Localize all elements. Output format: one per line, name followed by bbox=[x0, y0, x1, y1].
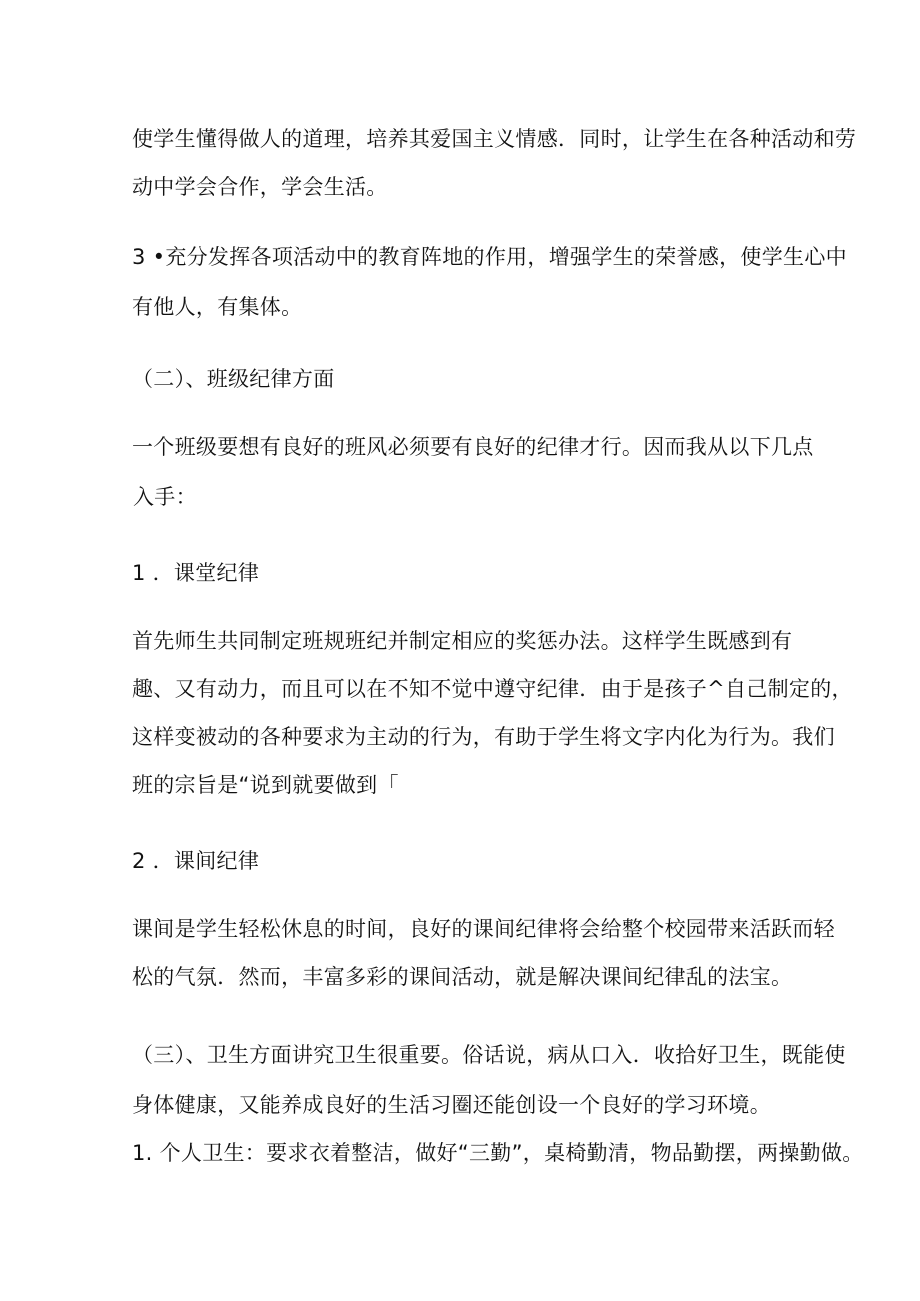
section-heading-discipline: （二）、班级纪律方面 bbox=[132, 367, 335, 391]
paragraph-line: 一个班级要想有良好的班风必须要有良好的纪律才行。因而我从以下几点 bbox=[132, 435, 814, 459]
paragraph-line: 松的气氛．然而，丰富多彩的课间活动，就是解决课间纪律乱的法宝。 bbox=[132, 965, 793, 989]
paragraph-line: 动中学会合作，学会生活。 bbox=[132, 175, 388, 199]
section-heading-hygiene: （三）、卫生方面讲究卫生很重要。俗话说，病从口入．收拾好卫生，既能使 bbox=[132, 1043, 846, 1067]
paragraph-line: 趣、又有动力，而且可以在不知不觉中遵守纪律．由于是孩子^自己制定的， bbox=[132, 677, 853, 701]
paragraph-line: 入手： bbox=[133, 485, 197, 509]
paragraph-line: 有他人，有集体。 bbox=[132, 295, 303, 319]
list-item-personal-hygiene: 1. 个人卫生：要求衣着整洁，做好“三勤”，桌椅勤清，物品勤摆，两操勤做。 bbox=[132, 1141, 864, 1165]
paragraph-line: 使学生懂得做人的道理，培养其爱国主义情感．同时，让学生在各种活动和劳 bbox=[132, 127, 857, 151]
paragraph-line: 身体健康，又能养成良好的生活习圈还能创设一个良好的学习环境。 bbox=[132, 1093, 771, 1117]
list-item-3-line: 3 •充分发挥各项活动中的教育阵地的作用，增强学生的荣誉感，使学生心中 bbox=[132, 245, 847, 269]
paragraph-line: 这样变被动的各种要求为主动的行为，有助于学生将文字内化为行为。我们 bbox=[132, 725, 835, 749]
paragraph-line: 课间是学生轻松休息的时间，良好的课间纪律将会给整个校园带来活跃而轻 bbox=[132, 917, 835, 941]
subheading-class-discipline: 1 ．课堂纪律 bbox=[132, 561, 260, 585]
paragraph-line: 首先师生共同制定班规班纪并制定相应的奖惩办法。这样学生既感到有 bbox=[132, 629, 793, 653]
paragraph-line: 班的宗旨是“说到就要做到「 bbox=[132, 773, 399, 797]
subheading-break-discipline: 2 ．课间纪律 bbox=[132, 849, 260, 873]
